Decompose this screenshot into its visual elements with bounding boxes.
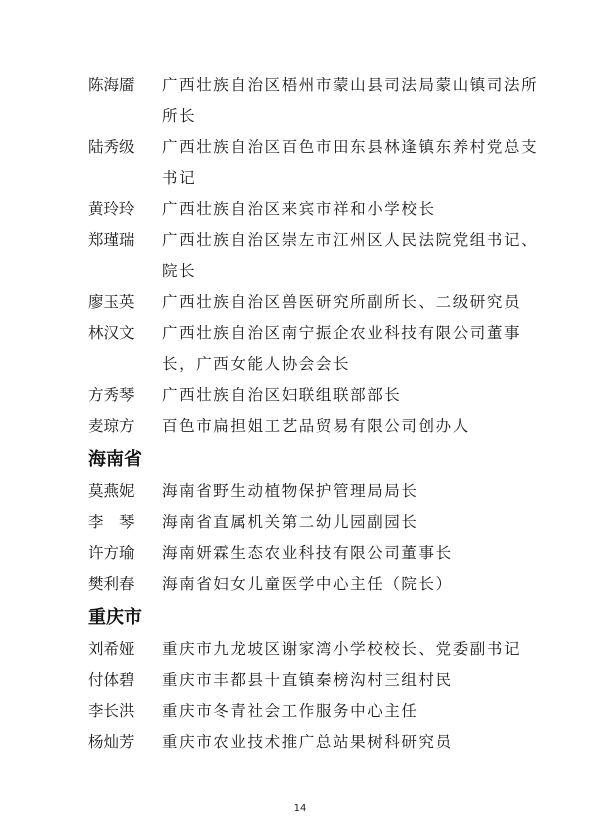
person-title: 重庆市农业技术推广总站果树科研究员 bbox=[162, 733, 453, 751]
person-title: 广西壮族自治区兽医研究所副所长、二级研究员 bbox=[162, 293, 522, 311]
list-item bbox=[88, 507, 548, 538]
person-name: 樊利春 bbox=[88, 575, 135, 593]
person-name: 方秀琴 bbox=[88, 386, 135, 404]
region-heading-chongqing: 重庆市 bbox=[88, 607, 142, 628]
person-name: 陈海靥 bbox=[88, 76, 135, 94]
page-number: 14 bbox=[293, 803, 307, 814]
list-item bbox=[88, 287, 548, 318]
list-item bbox=[88, 665, 548, 696]
person-name: 郑瑾瑞 bbox=[88, 231, 135, 249]
list-item bbox=[88, 194, 548, 225]
person-title: 广西壮族自治区梧州市蒙山县司法局蒙山镇司法所所长 bbox=[162, 76, 539, 125]
person-title: 重庆市冬青社会工作服务中心主任 bbox=[162, 702, 419, 720]
person-title: 广西壮族自治区来宾市祥和小学校长 bbox=[162, 200, 436, 218]
person-title: 海南省野生动植物保护管理局局长 bbox=[162, 482, 419, 500]
list-item bbox=[88, 634, 548, 665]
person-name: 刘希娅 bbox=[88, 640, 135, 658]
person-title: 百色市扁担姐工艺品贸易有限公司创办人 bbox=[162, 417, 470, 435]
person-name: 麦琼方 bbox=[88, 417, 135, 435]
person-name: 陆秀级 bbox=[88, 138, 135, 156]
list-item bbox=[88, 727, 548, 758]
person-title: 广西壮族自治区崇左市江州区人民法院党组书记、院长 bbox=[162, 231, 539, 280]
person-title: 广西壮族自治区百色市田东县林逢镇东养村党总支书记 bbox=[162, 138, 539, 187]
person-name: 许方瑜 bbox=[88, 544, 135, 562]
list-item bbox=[88, 569, 548, 600]
list-item bbox=[88, 225, 548, 287]
list-item bbox=[88, 696, 548, 727]
list-item bbox=[88, 380, 548, 411]
person-title: 海南省直属机关第二幼儿园副园长 bbox=[162, 513, 419, 531]
region-heading-hainan: 海南省 bbox=[88, 449, 142, 470]
person-title: 重庆市丰都县十直镇秦榜沟村三组村民 bbox=[162, 671, 453, 689]
person-name: 付体碧 bbox=[88, 671, 135, 689]
list-item bbox=[88, 476, 548, 507]
person-title: 海南省妇女儿童医学中心主任（院长） bbox=[162, 575, 453, 593]
person-title: 广西壮族自治区妇联组联部部长 bbox=[162, 386, 402, 404]
list-item bbox=[88, 411, 548, 442]
person-name: 林汉文 bbox=[88, 324, 135, 342]
person-name: 杨灿芳 bbox=[88, 733, 135, 751]
person-name: 廖玉英 bbox=[88, 293, 135, 311]
person-title: 广西壮族自治区南宁振企农业科技有限公司董事长，广西女能人协会会长 bbox=[162, 324, 522, 373]
person-name: 李 琴 bbox=[88, 513, 135, 531]
person-name: 莫燕妮 bbox=[88, 482, 135, 500]
list-item bbox=[88, 538, 548, 569]
list-item bbox=[88, 318, 548, 380]
person-name: 李长洪 bbox=[88, 702, 135, 720]
person-name: 黄玲玲 bbox=[88, 200, 135, 218]
person-title: 重庆市九龙坡区谢家湾小学校校长、党委副书记 bbox=[162, 640, 522, 658]
list-item bbox=[88, 70, 548, 132]
person-title: 海南妍霖生态农业科技有限公司董事长 bbox=[162, 544, 453, 562]
list-content bbox=[88, 70, 548, 758]
list-item bbox=[88, 132, 548, 194]
